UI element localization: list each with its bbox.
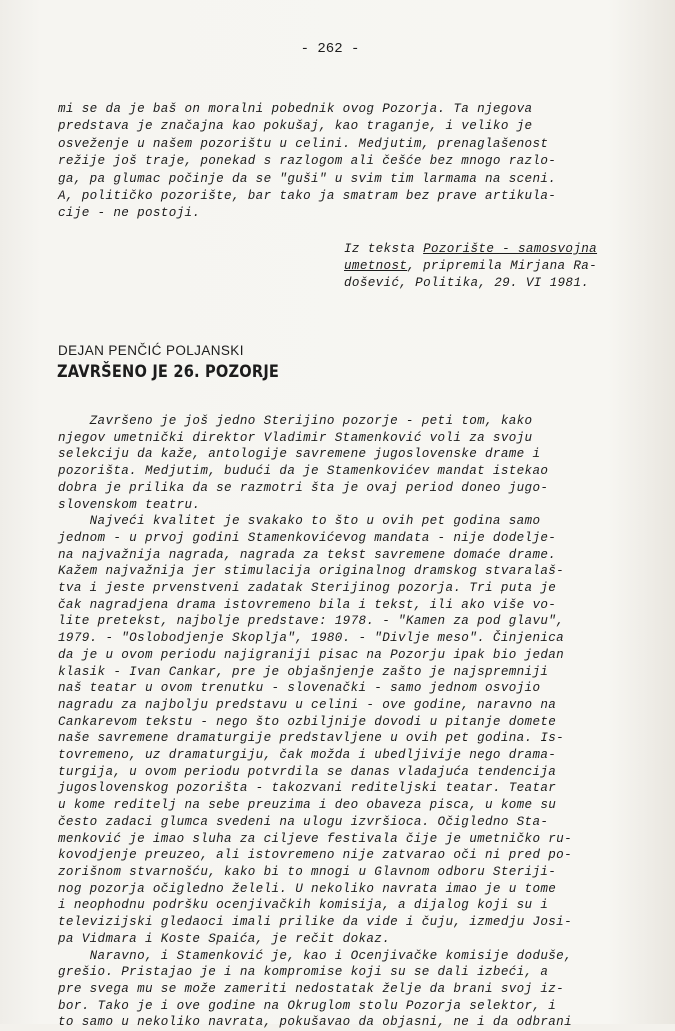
intro-text-line: režije još traje, ponekad s razlogom ali češće bez mnogo razlo-	[58, 154, 557, 169]
article-text-line: pozorišta. Medjutim, budući da je Stamenkovićev mandat istekao	[58, 464, 549, 479]
article-text-line: Kažem najvažnija jer stimulacija originalnog dramskog stvaralaš-	[58, 564, 565, 579]
article-text-line: turgija, u ovom periodu potvrdila se danas vladajuća tendencija	[58, 764, 557, 779]
article-headline: ZAVRŠENO JE 26. POZORJE	[57, 362, 280, 382]
article-text-line: klasik - Ivan Cankar, pre je objašnjenje zašto je najspremniji	[58, 664, 549, 679]
article-text-line: nagradu za najbolju predstavu u celini - ove godine, naravno na	[58, 697, 557, 712]
article-body	[58, 413, 572, 1031]
intro-text-line: cije - ne postoji.	[58, 206, 201, 221]
article-text-line: naše savremene dramaturgije predstavljene u ovih pet godina. Is-	[58, 731, 565, 746]
article-text-line: grešio. Pristajao je i na kompromise koji su se dali izbeći, a	[58, 965, 549, 980]
article-text-line: nog pozorja očigledno želeli. U nekoliko navrata imao je u tome	[58, 881, 557, 896]
article-text-line: menković je imao sluha za ciljeve festivala čije je umetničko ru-	[58, 831, 572, 846]
article-text-line: bor. Tako je i ove godine na Okruglom stolu Pozorja selektor, i	[58, 998, 557, 1013]
article-text-line: čak nagradjena drama istovremeno bila i tekst, ili ako više vo-	[58, 597, 557, 612]
author-name: DEJAN PENČIĆ POLJANSKI	[58, 343, 244, 358]
article-text-line: Cankarevom tekstu - nego što ozbiljnije dovodi u pitanje domete	[58, 714, 557, 729]
article-text-line: jednom - u prvoj godini Stamenkovićevog mandata - nije dodelje-	[58, 530, 557, 545]
intro-paragraph	[58, 101, 556, 223]
article-text-line: Najveći kvalitet je svakako to što u ovih pet godina samo	[58, 514, 541, 529]
article-text-line: tva i jeste prvenstveni zadatak Sterijinog pozorja. Tri puta je	[58, 581, 557, 596]
article-text-line: pre svega mu se može zameriti nedostatak želje da brani svoj iz-	[58, 981, 565, 996]
article-text-line: dobra je prilika da se razmotri šta je ovaj period doneo jugo-	[58, 480, 549, 495]
article-text-line: televizijski gledaoci imali prilike da vide i čuju, izmedju Josi-	[58, 915, 572, 930]
article-text-line: to samo u nekoliko navrata, pokušavao da objasni, ne i da odbrani	[58, 1015, 572, 1030]
citation-prefix: Iz teksta	[344, 242, 424, 256]
article-text-line: 1979. - "Oslobodjenje Skoplja", 1980. - "Divlje meso". Činjenica	[58, 631, 565, 646]
source-citation	[344, 241, 597, 292]
page-number: - 262 -	[300, 41, 360, 57]
intro-text-line: predstava je značajna kao pokušaj, kao traganje, i veliko je	[58, 119, 533, 134]
intro-text-line: ga, pa glumac počinje da se "guši" u svim tim larmama na sceni.	[58, 171, 557, 186]
citation-line3: došević, Politika, 29. VI 1981.	[344, 276, 590, 290]
article-text-line: slovenskom teatru.	[58, 497, 201, 512]
article-text-line: da je u ovom periodu najigraniji pisac na Pozorju ipak bio jedan	[58, 647, 565, 662]
article-text-line: Naravno, i Stamenković je, kao i Ocenjivačke komisije doduše,	[58, 948, 572, 963]
intro-text-line: mi se da je baš on moralni pobednik ovog Pozorja. Ta njegova	[58, 102, 533, 116]
article-text-line: njegov umetnički direktor Vladimir Stamenković voli za svoju	[58, 430, 533, 445]
article-text-line: selekciju da kaže, antologije savremene jugoslovenske drame i	[58, 447, 541, 462]
article-text-line: i neophodnu podršku ocenjivačkih komisija, a dijalog koji su i	[58, 898, 549, 913]
intro-text-line: osveženje u našem pozorištu u celini. Medjutim, prenaglašenost	[58, 136, 549, 151]
citation-rest: , pripremila Mirjana Ra-	[407, 259, 598, 273]
article-text-line: pa Vidmara i Koste Spaića, je rečit dokaz.	[58, 931, 391, 946]
article-text-line: na najvažnija nagrada, nagrada za tekst savremene domaće drame.	[58, 547, 557, 562]
citation-title-part2: umetnost	[344, 259, 408, 273]
article-text-line: kovodjenje preuzeo, ali istovremeno nije zatvarao oči ni pred po-	[58, 848, 572, 863]
article-text-line: zorišnom stvarnošću, kako bi to mnogi u Glavnom odboru Steriji-	[58, 864, 557, 879]
intro-text-line: A, političko pozorište, bar tako ja smatram bez prave artikula-	[58, 189, 557, 204]
article-text-line: jugoslovenskog pozorišta - takozvani rediteljski teatar. Teatar	[58, 781, 557, 796]
citation-title-part1: Pozorište - samosvojna	[423, 242, 598, 256]
article-text-line: naš teatar u ovom trenutku - slovenački - samo jednom osvojio	[58, 681, 541, 696]
article-text-line: u kome reditelj na sebe preuzima i deo obaveza pisca, u kome su	[58, 798, 557, 813]
article-text-line: lite pretekst, najbolje predstave: 1978. - "Kamen za pod glavu",	[58, 614, 565, 629]
article-text-line: Završeno je još jedno Sterijino pozorje - peti tom, kako	[58, 414, 533, 428]
article-text-line: često zadaci glumca svedeni na ulogu izvršioca. Očigledno Sta-	[58, 814, 549, 829]
article-text-line: tovremeno, uz dramaturgiju, čak možda i ubedljivije nego drama-	[58, 748, 557, 763]
